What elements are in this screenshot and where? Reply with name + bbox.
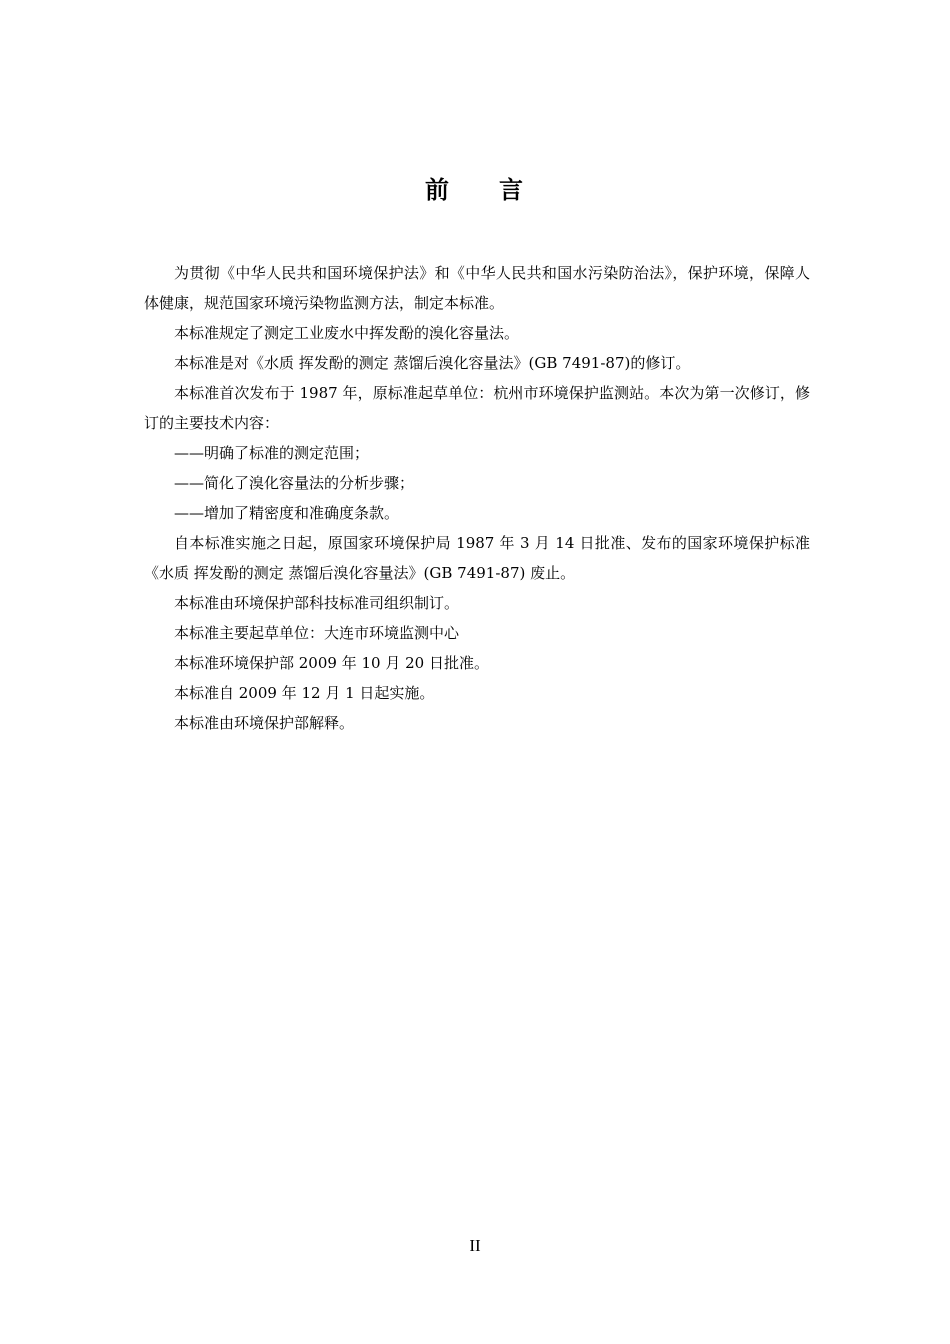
paragraph-approval: 本标准环境保护部 2009 年 10 月 20 日批准。 xyxy=(174,654,489,672)
page-number: II xyxy=(469,1236,481,1255)
paragraph-interpretation: 本标准由环境保护部解释。 xyxy=(174,714,355,732)
list-item-steps-simplified: ——简化了溴化容量法的分析步骤； xyxy=(174,474,415,492)
paragraph-abolition: 自本标准实施之日起，原国家环境保护局 1987 年 3 月 14 日批准、发布的国家环境保护标准《水质 挥发酚的测定 蒸馏后溴化容量法》(GB 7491-87) 废止。 xyxy=(144,534,810,582)
page-title-left: 前 xyxy=(425,176,451,204)
page-title-right: 言 xyxy=(499,176,525,204)
paragraph-purpose: 为贯彻《中华人民共和国环境保护法》和《中华人民共和国水污染防治法》，保护环境，保障人体健康，规范国家环境污染物监测方法，制定本标准。 xyxy=(144,264,810,312)
paragraph-organizer: 本标准由环境保护部科技标准司组织制订。 xyxy=(174,594,460,612)
list-item-scope-clarified: ——明确了标准的测定范围； xyxy=(174,444,370,462)
paragraph-revision: 本标准是对《水质 挥发酚的测定 蒸馏后溴化容量法》(GB 7491-87)的修订。 xyxy=(174,354,691,372)
paragraph-drafter: 本标准主要起草单位：大连市环境监测中心 xyxy=(174,624,460,642)
paragraph-history: 本标准首次发布于 1987 年，原标准起草单位：杭州市环境保护监测站。本次为第一次修订，修订的主要技术内容： xyxy=(144,384,810,432)
foreword-body xyxy=(144,258,810,738)
paragraph-scope: 本标准规定了测定工业废水中挥发酚的溴化容量法。 xyxy=(174,324,520,342)
list-item-precision-added: ——增加了精密度和准确度条款。 xyxy=(174,504,400,522)
paragraph-effective-date: 本标准自 2009 年 12 月 1 日起实施。 xyxy=(174,684,435,702)
page-title xyxy=(0,172,950,208)
